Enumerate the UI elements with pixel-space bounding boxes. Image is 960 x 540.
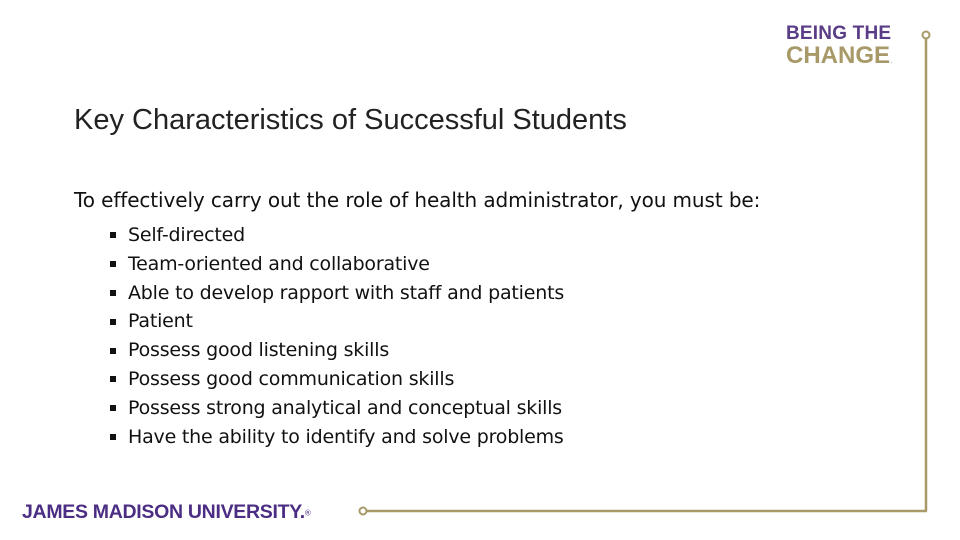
brand-line-1: BEING THE xyxy=(786,23,892,44)
list-item xyxy=(110,365,564,394)
list-item xyxy=(110,394,564,423)
list-item xyxy=(110,336,564,365)
brand-line-2 xyxy=(786,44,916,68)
slide-title: Key Characteristics of Successful Students xyxy=(74,104,627,136)
frame-top-dot-icon xyxy=(923,32,930,39)
list-item-text: Team-oriented and collaborative xyxy=(128,252,430,275)
list-item xyxy=(110,250,564,279)
bullet-square-icon xyxy=(110,290,116,296)
university-name: JAMES MADISON UNIVERSITY. xyxy=(22,501,305,523)
list-item-text: Have the ability to identify and solve problems xyxy=(128,425,564,448)
list-item xyxy=(110,307,564,336)
being-the-change-logo xyxy=(786,24,916,68)
list-item-text: Able to develop rapport with staff and patients xyxy=(128,281,565,304)
intro-text: To effectively carry out the role of health administrator, you must be: xyxy=(74,188,761,212)
list-item-text: Possess good listening skills xyxy=(128,339,390,362)
bullet-square-icon xyxy=(110,405,116,411)
list-item xyxy=(110,221,564,250)
list-item xyxy=(110,279,564,308)
brand-mark: . xyxy=(891,59,893,65)
bullet-square-icon xyxy=(110,261,116,267)
bullet-square-icon xyxy=(110,376,116,382)
jmu-logo xyxy=(22,501,311,524)
registered-mark: ® xyxy=(304,508,311,518)
list-item xyxy=(110,423,564,452)
characteristics-list xyxy=(110,221,564,451)
frame-bottom-dot-icon xyxy=(360,508,367,515)
bullet-square-icon xyxy=(110,232,116,238)
brand-word-change: CHANGE xyxy=(786,42,891,69)
bullet-square-icon xyxy=(110,434,116,440)
bullet-square-icon xyxy=(110,348,116,354)
list-item-text: Self-directed xyxy=(128,224,246,246)
list-item-text: Possess good communication skills xyxy=(128,367,455,390)
list-item-text: Possess strong analytical and conceptual skills xyxy=(128,396,563,419)
list-item-text: Patient xyxy=(128,310,193,333)
bullet-square-icon xyxy=(110,319,116,325)
